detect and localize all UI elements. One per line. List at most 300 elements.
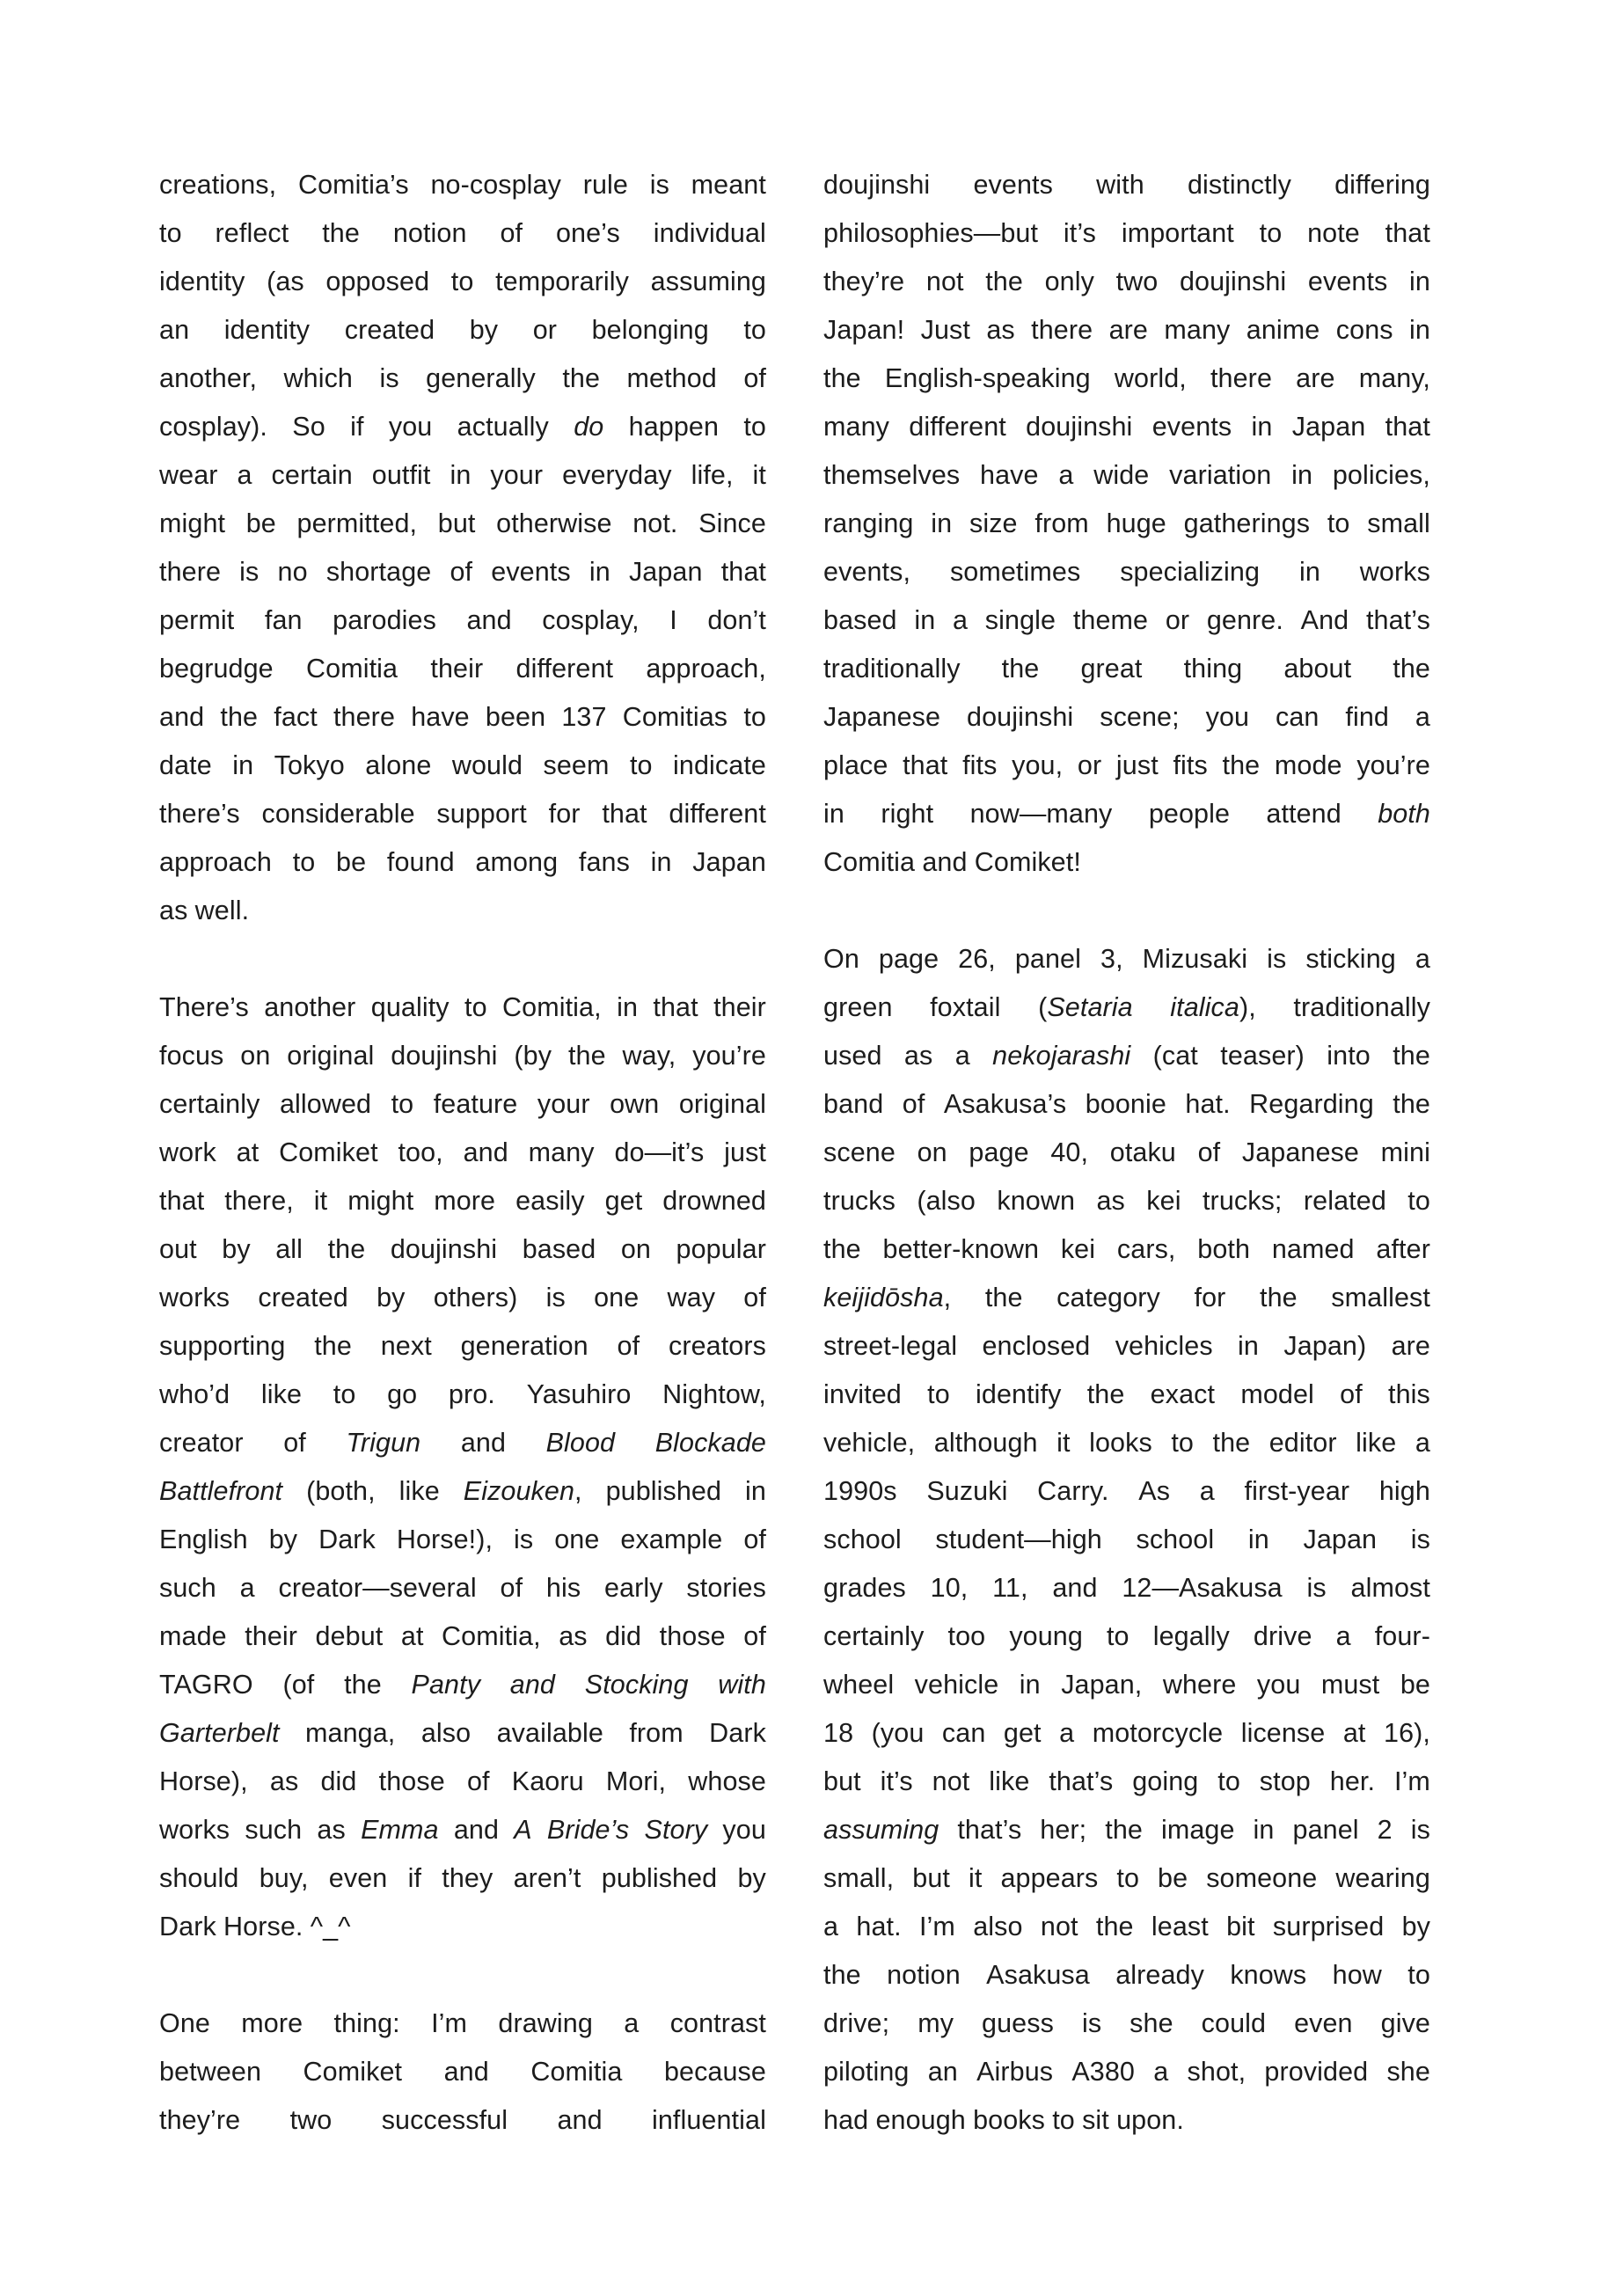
text: Asakusa’s — [943, 1089, 1067, 1119]
word — [1379, 1467, 1430, 1516]
word — [159, 500, 225, 548]
word — [270, 1758, 298, 1806]
word — [1275, 742, 1342, 790]
text: you, — [1012, 750, 1064, 780]
text: a — [1199, 1476, 1215, 1506]
word — [1184, 645, 1243, 693]
text: Regarding — [1249, 1089, 1374, 1119]
word — [1096, 161, 1144, 209]
text: example — [620, 1525, 723, 1554]
text: buy, — [259, 1863, 309, 1893]
text: the — [314, 1331, 352, 1361]
word — [1020, 1661, 1041, 1709]
word — [976, 1371, 1061, 1419]
word — [1180, 258, 1286, 306]
text-line — [159, 790, 766, 838]
text: wear — [159, 460, 218, 490]
text: found — [386, 847, 455, 877]
paragraph — [159, 2000, 766, 2145]
word — [883, 1225, 1040, 1274]
word — [1173, 742, 1207, 790]
text-line — [159, 742, 766, 790]
text: don’t — [707, 605, 766, 635]
word — [1151, 1903, 1209, 1951]
text: even — [1294, 2008, 1353, 2038]
text: others) — [433, 1283, 518, 1313]
word — [1334, 161, 1430, 209]
word — [1246, 306, 1320, 355]
text: you — [388, 412, 433, 442]
text: one — [594, 1283, 640, 1313]
text: works — [159, 1283, 230, 1313]
text: Japan, — [1061, 1670, 1143, 1700]
text: next — [380, 1331, 432, 1361]
text: many — [1164, 315, 1231, 345]
word — [743, 1612, 766, 1661]
text: permit — [159, 605, 235, 635]
word — [544, 742, 610, 790]
word — [546, 1274, 566, 1322]
italic-text: Garterbelt — [159, 1718, 280, 1748]
text: find — [1345, 702, 1389, 732]
word — [670, 2000, 766, 2048]
word — [605, 1177, 643, 1225]
text: grades — [823, 1573, 906, 1603]
text: actually — [457, 412, 549, 442]
word — [698, 500, 766, 548]
word — [617, 983, 638, 1032]
text: or — [532, 315, 558, 345]
word — [530, 2048, 622, 2096]
text-line — [823, 1903, 1430, 1951]
text: kei — [1060, 1234, 1096, 1264]
text: that — [602, 799, 647, 829]
text: the — [1212, 1428, 1251, 1458]
word — [973, 2096, 1045, 2145]
word — [1411, 1806, 1430, 1854]
word — [491, 548, 570, 596]
text: own — [610, 1089, 660, 1119]
text: after — [1376, 1234, 1430, 1264]
text: wearing — [1335, 1863, 1430, 1893]
word — [333, 596, 436, 645]
word — [918, 1129, 947, 1177]
word — [1249, 1080, 1374, 1129]
text: it — [1056, 1428, 1071, 1458]
word — [629, 403, 719, 451]
text: reflect — [215, 218, 289, 248]
text: popular — [676, 1234, 766, 1264]
text: specializing — [1120, 557, 1261, 587]
word — [159, 1419, 244, 1467]
text-line — [159, 1467, 766, 1516]
word — [1303, 1516, 1377, 1564]
word — [1206, 1854, 1317, 1903]
italic-text: with — [718, 1670, 766, 1700]
text: events — [491, 557, 571, 587]
text: like — [1356, 1428, 1397, 1458]
word — [872, 1709, 925, 1758]
word — [224, 306, 310, 355]
text: that’s — [1049, 1766, 1114, 1796]
word — [159, 693, 204, 742]
text: size — [969, 508, 1018, 538]
word — [442, 1612, 541, 1661]
text: street-legal — [823, 1331, 958, 1361]
word — [1096, 1177, 1124, 1225]
text: certain — [271, 460, 353, 490]
word — [379, 1758, 445, 1806]
text: events — [973, 170, 1053, 200]
text: (also — [917, 1186, 976, 1216]
word — [326, 548, 432, 596]
text: a — [1415, 1428, 1430, 1458]
word — [547, 1806, 629, 1854]
word — [387, 1371, 417, 1419]
text-line — [159, 1709, 766, 1758]
word — [401, 1612, 424, 1661]
word — [743, 306, 766, 355]
paragraph — [823, 935, 1430, 2145]
word — [501, 1564, 523, 1612]
word — [461, 1322, 589, 1371]
word — [1345, 693, 1389, 742]
word — [1257, 1661, 1300, 1709]
text: drawing — [498, 2008, 593, 2038]
word — [1061, 1661, 1142, 1709]
word — [823, 1709, 853, 1758]
text: 1990s — [823, 1476, 897, 1506]
word — [574, 403, 603, 451]
text: (cat — [1152, 1041, 1198, 1071]
word — [1386, 2048, 1429, 2096]
text: to — [1407, 1186, 1430, 1216]
word — [606, 1758, 666, 1806]
word — [1308, 258, 1387, 306]
text: gatherings — [1183, 508, 1311, 538]
word — [881, 1758, 913, 1806]
word — [662, 1371, 766, 1419]
text: on — [917, 1137, 947, 1167]
text: and — [922, 847, 968, 877]
text: in — [1298, 557, 1320, 587]
text: Mizusaki — [1142, 944, 1248, 974]
text: original — [287, 1041, 375, 1071]
word — [1260, 1274, 1298, 1322]
word — [523, 1225, 596, 1274]
text: there — [159, 557, 222, 587]
word — [992, 1032, 1130, 1080]
text: considerable — [261, 799, 415, 829]
text: of — [500, 1573, 523, 1603]
word — [1411, 1516, 1430, 1564]
text-line — [823, 1371, 1430, 1419]
text: might — [347, 1186, 414, 1216]
text-line — [823, 645, 1430, 693]
word — [1304, 1177, 1386, 1225]
text-line — [159, 500, 766, 548]
text: Tokyo — [274, 750, 345, 780]
text-line — [159, 2048, 766, 2096]
word — [245, 1612, 297, 1661]
word — [450, 451, 471, 500]
word — [823, 500, 913, 548]
word — [629, 548, 703, 596]
word — [1305, 935, 1396, 983]
word — [1197, 1225, 1250, 1274]
text: is — [545, 1283, 566, 1313]
text: fact — [274, 702, 318, 732]
word — [585, 1661, 689, 1709]
text: And — [1300, 605, 1349, 635]
word — [159, 1225, 197, 1274]
word — [823, 1806, 939, 1854]
word — [1356, 1419, 1396, 1467]
text: the — [1393, 654, 1430, 684]
word — [967, 693, 1073, 742]
text: a — [823, 1912, 839, 1941]
word — [1415, 693, 1430, 742]
text-line — [159, 403, 766, 451]
italic-text: Battlefront — [159, 1476, 283, 1506]
text: in — [650, 847, 672, 877]
text: of — [617, 1331, 640, 1361]
text: going — [1132, 1766, 1199, 1796]
word — [692, 838, 766, 887]
text: the — [327, 1234, 366, 1264]
word — [823, 355, 861, 403]
text: also — [420, 1718, 472, 1748]
word — [297, 500, 418, 548]
word — [1166, 596, 1189, 645]
word — [159, 1709, 280, 1758]
word — [1407, 1951, 1430, 2000]
word — [267, 258, 304, 306]
text: that — [1385, 412, 1430, 442]
text: fan — [264, 605, 303, 635]
word — [589, 548, 610, 596]
text: like — [260, 1379, 303, 1409]
word — [823, 935, 859, 983]
text: which — [283, 363, 353, 393]
word — [1093, 451, 1149, 500]
word — [412, 1661, 481, 1709]
word — [1185, 1080, 1230, 1129]
word — [823, 1129, 896, 1177]
text: if — [350, 412, 364, 442]
word — [303, 2048, 403, 2096]
text: one — [554, 1525, 600, 1554]
word — [1202, 2000, 1266, 2048]
text: more — [434, 1186, 496, 1216]
text: creations, — [159, 170, 277, 200]
word — [516, 645, 614, 693]
word — [1115, 1951, 1204, 2000]
word — [914, 596, 935, 645]
word — [444, 2048, 489, 2096]
text: TAGRO — [159, 1670, 253, 1700]
word — [724, 1129, 766, 1177]
word — [904, 1032, 932, 1080]
word — [931, 1564, 969, 1612]
text: trucks; — [1202, 1186, 1283, 1216]
text: you’re — [692, 1041, 766, 1071]
text: (both, — [306, 1476, 376, 1506]
text: events — [1307, 267, 1388, 296]
word — [159, 2000, 210, 2048]
text-line — [823, 451, 1430, 500]
text: used — [823, 1041, 882, 1071]
word — [1080, 645, 1142, 693]
word — [823, 161, 930, 209]
text: approach — [159, 847, 272, 877]
word — [823, 2000, 889, 2048]
text-line — [823, 306, 1430, 355]
word — [1266, 790, 1341, 838]
text: a — [1335, 1621, 1351, 1651]
word — [1109, 306, 1148, 355]
text-line — [159, 693, 766, 742]
word — [1152, 403, 1232, 451]
text: small — [1367, 508, 1430, 538]
text: is — [514, 1525, 534, 1554]
text: as — [986, 315, 1015, 345]
word — [1082, 2096, 1109, 2145]
text-line — [159, 451, 766, 500]
text: are — [1296, 363, 1335, 393]
word — [1203, 1177, 1283, 1225]
text: drowned — [662, 1186, 766, 1216]
text: there — [1031, 315, 1093, 345]
text: Comiket — [279, 1137, 378, 1167]
word — [1217, 1758, 1240, 1806]
text: Comitia — [306, 654, 398, 684]
word — [1073, 596, 1148, 645]
word — [823, 1516, 902, 1564]
word — [673, 742, 766, 790]
word — [1049, 1758, 1113, 1806]
text-line — [823, 355, 1430, 403]
text: individual — [653, 218, 766, 248]
word — [1407, 1177, 1430, 1225]
word — [498, 2000, 593, 2048]
word — [557, 2096, 602, 2145]
word — [510, 1661, 555, 1709]
word — [220, 693, 258, 742]
word — [1378, 1806, 1393, 1854]
word — [436, 790, 526, 838]
text: is — [1267, 944, 1287, 974]
text: Dark — [318, 1525, 376, 1554]
word — [1272, 1225, 1355, 1274]
word — [997, 1177, 1075, 1225]
word — [1130, 2000, 1173, 2048]
text: a — [239, 1573, 255, 1603]
word — [391, 1032, 497, 1080]
word — [1385, 403, 1430, 451]
text: the — [984, 1283, 1023, 1313]
text: would — [451, 750, 523, 780]
word — [546, 1564, 581, 1612]
word — [1170, 983, 1256, 1032]
text: as — [1096, 1186, 1125, 1216]
text: works — [159, 1815, 230, 1845]
word — [1240, 1371, 1314, 1419]
text: On — [823, 944, 859, 974]
text: a — [1415, 702, 1430, 732]
text: , — [574, 1476, 582, 1506]
word — [655, 1419, 766, 1467]
text: shortage — [325, 557, 432, 587]
text: that’s — [957, 1815, 1022, 1845]
text-line — [823, 790, 1430, 838]
text: their — [430, 654, 484, 684]
word — [1402, 1903, 1430, 1951]
word — [1206, 693, 1249, 742]
text: as — [317, 1815, 346, 1845]
word — [982, 1322, 1090, 1371]
left-column — [159, 161, 766, 2193]
word — [1143, 935, 1247, 983]
text: A380 — [1071, 2057, 1135, 2087]
text: those — [378, 1766, 445, 1796]
word — [1163, 1661, 1237, 1709]
text: huge — [1106, 508, 1166, 538]
paragraph — [823, 161, 1430, 887]
word — [1149, 790, 1230, 838]
word — [1100, 693, 1179, 742]
word — [823, 1758, 861, 1806]
word — [466, 596, 511, 645]
word — [605, 1612, 641, 1661]
text: in — [1238, 1331, 1259, 1361]
text: to — [743, 702, 766, 732]
word — [676, 1225, 766, 1274]
text: Japan — [1291, 412, 1366, 442]
italic-text: and — [509, 1670, 555, 1700]
word — [269, 1516, 297, 1564]
word — [240, 1032, 270, 1080]
text: to — [1259, 218, 1283, 248]
text: related — [1303, 1186, 1386, 1216]
text: manga, — [305, 1718, 396, 1748]
word — [1260, 1758, 1311, 1806]
text: way — [667, 1283, 716, 1313]
text: Asakusa — [986, 1960, 1090, 1990]
word — [382, 2096, 508, 2145]
word — [159, 742, 212, 790]
text: two — [1115, 267, 1159, 296]
word — [1226, 1903, 1255, 1951]
text: in — [1253, 1815, 1275, 1845]
text: Comitia — [823, 847, 916, 877]
text: Dark — [159, 1912, 216, 1941]
text: my — [918, 2008, 954, 2038]
text: be — [1400, 1670, 1430, 1700]
word — [934, 1419, 1038, 1467]
word — [958, 935, 996, 983]
text: almost — [1350, 1573, 1430, 1603]
word — [624, 2000, 639, 2048]
word — [1375, 1612, 1430, 1661]
text: looks — [1089, 1428, 1152, 1458]
word — [1058, 451, 1073, 500]
text: as — [159, 896, 188, 925]
word — [334, 2000, 400, 2048]
text: of — [743, 1525, 766, 1554]
word — [261, 790, 414, 838]
text: based — [823, 605, 897, 635]
